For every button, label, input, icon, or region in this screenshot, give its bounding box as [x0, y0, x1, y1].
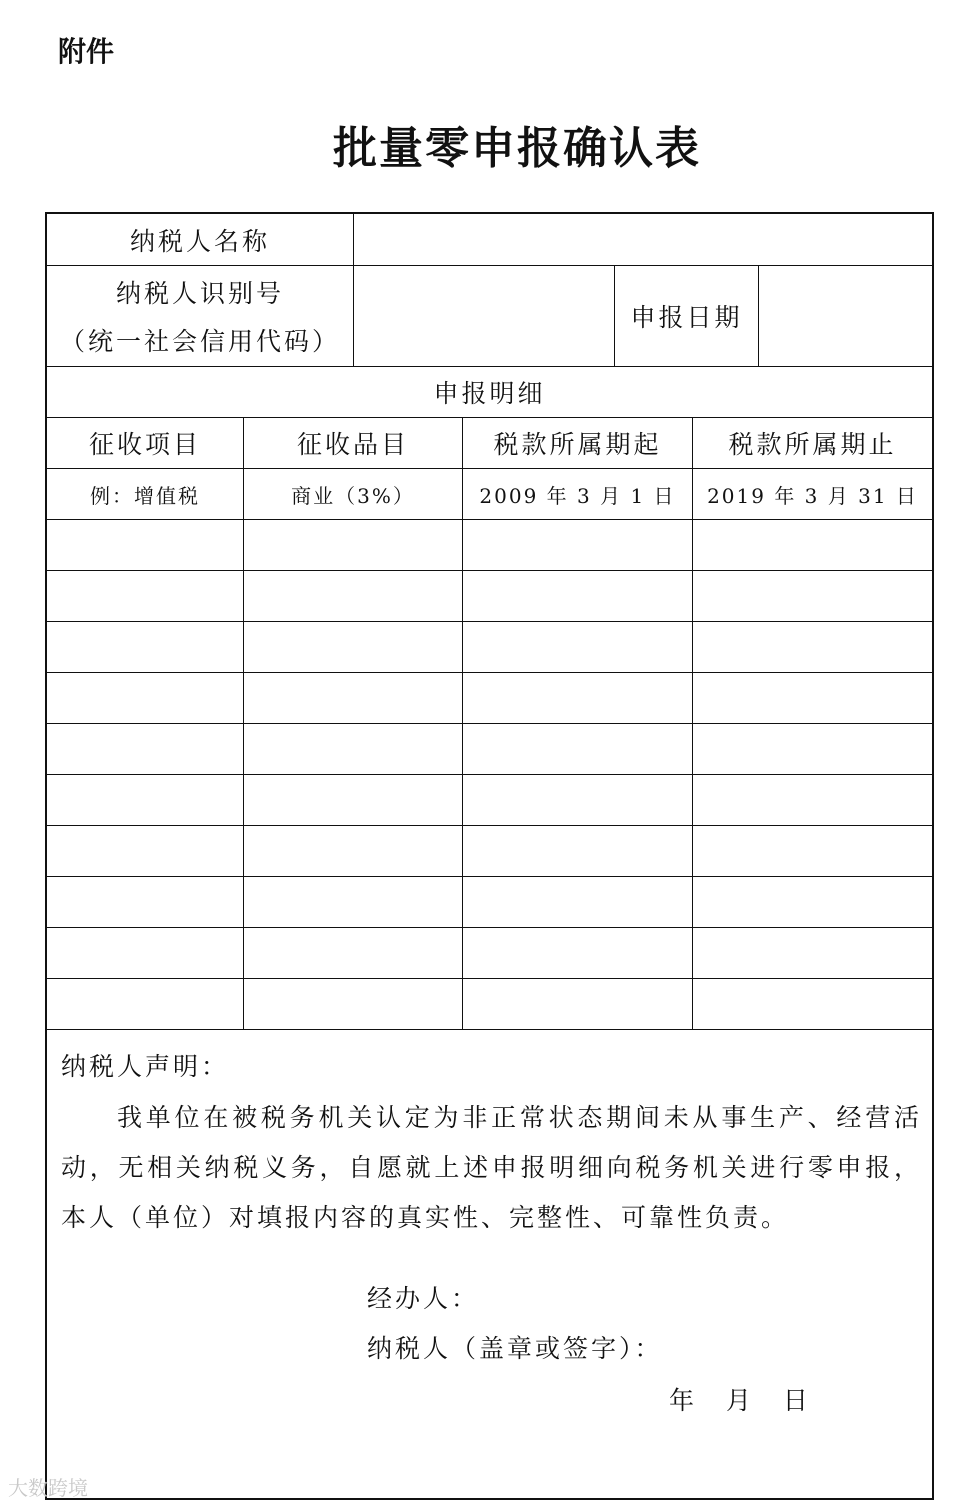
table-cell[interactable]: [693, 775, 932, 826]
table-cell[interactable]: [693, 673, 932, 724]
filing-date-label: 申报日期: [615, 266, 759, 367]
declaration-heading: 纳税人声明：: [61, 1052, 230, 1081]
column-header-period-start: 税款所属期起: [463, 418, 693, 469]
table-cell[interactable]: [463, 877, 693, 928]
table-cell[interactable]: [693, 622, 932, 673]
table-cell[interactable]: [463, 775, 693, 826]
table-cell[interactable]: [693, 877, 932, 928]
form-title: 批量零申报确认表: [333, 123, 701, 174]
taxpayer-id-label-line2: （统一社会信用代码）: [59, 327, 340, 356]
table-cell[interactable]: [47, 979, 244, 1030]
taxpayer-id-field[interactable]: [354, 266, 615, 367]
table-cell[interactable]: [47, 520, 244, 571]
taxpayer-name-field[interactable]: [354, 214, 932, 266]
table-cell[interactable]: [463, 979, 693, 1030]
declaration-section: [47, 1029, 932, 1498]
table-cell[interactable]: [244, 571, 463, 622]
column-header-category: 征收品目: [244, 418, 463, 469]
example-category: 商业（3%）: [244, 469, 463, 520]
table-cell[interactable]: [244, 622, 463, 673]
confirmation-form: [45, 212, 934, 1500]
table-cell[interactable]: [244, 520, 463, 571]
table-cell[interactable]: [463, 520, 693, 571]
table-cell[interactable]: [47, 622, 244, 673]
taxpayer-id-label-line1: 纳税人识别号: [115, 279, 284, 308]
table-cell[interactable]: [244, 724, 463, 775]
table-cell[interactable]: [693, 571, 932, 622]
example-period-end: 2019 年 3 月 31 日: [693, 469, 932, 520]
table-cell[interactable]: [463, 826, 693, 877]
table-cell[interactable]: [693, 826, 932, 877]
table-cell[interactable]: [244, 673, 463, 724]
table-cell[interactable]: [693, 724, 932, 775]
watermark: 大数跨境: [8, 1476, 88, 1500]
table-cell[interactable]: [463, 571, 693, 622]
table-cell[interactable]: [47, 724, 244, 775]
example-item: 例：增值税: [47, 469, 244, 520]
table-cell[interactable]: [47, 673, 244, 724]
table-cell[interactable]: [244, 775, 463, 826]
table-cell[interactable]: [244, 877, 463, 928]
table-cell[interactable]: [244, 928, 463, 979]
table-cell[interactable]: [47, 775, 244, 826]
table-cell[interactable]: [693, 979, 932, 1030]
column-header-item: 征收项目: [47, 418, 244, 469]
declaration-body: 我单位在被税务机关认定为非正常状态期间未从事生产、经营活动，无相关纳税义务，自愿就上述申报明细向税务机关进行零申报，本人（单位）对填报内容的真实性、完整性、可靠性负责。: [61, 1103, 922, 1232]
table-cell[interactable]: [244, 826, 463, 877]
table-cell[interactable]: [244, 979, 463, 1030]
details-section-title: 申报明细: [47, 367, 932, 418]
agent-label: 经办人：: [367, 1284, 480, 1313]
taxpayer-name-label: 纳税人名称: [47, 214, 354, 266]
column-header-period-end: 税款所属期止: [693, 418, 932, 469]
declaration-date-line: 年 月 日: [669, 1386, 811, 1415]
table-cell[interactable]: [693, 520, 932, 571]
table-cell[interactable]: [463, 724, 693, 775]
table-cell[interactable]: [463, 622, 693, 673]
table-cell[interactable]: [47, 571, 244, 622]
taxpayer-id-label: [47, 266, 354, 367]
table-cell[interactable]: [463, 673, 693, 724]
table-cell[interactable]: [463, 928, 693, 979]
example-period-start: 2009 年 3 月 1 日: [463, 469, 693, 520]
filing-date-field[interactable]: [759, 266, 932, 367]
table-cell[interactable]: [693, 928, 932, 979]
table-cell[interactable]: [47, 928, 244, 979]
table-cell[interactable]: [47, 826, 244, 877]
table-cell[interactable]: [47, 877, 244, 928]
attachment-label: 附件: [58, 35, 115, 68]
seal-or-signature-label: 纳税人（盖章或签字）：: [367, 1334, 663, 1363]
